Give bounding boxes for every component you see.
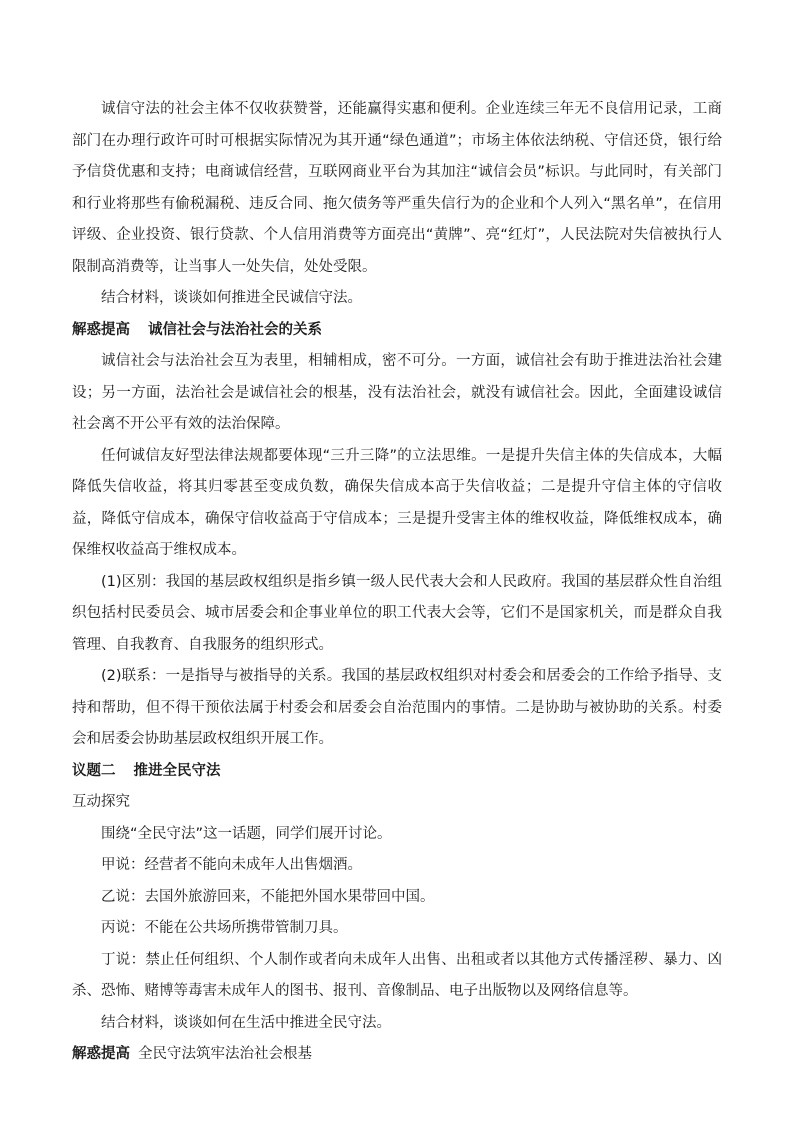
paragraph-statement-ding: 丁说：禁止任何组织、个人制作或者向未成年人出售、出租或者以其他方式传播淫秽、暴力、凶杀、恐怖、赌博等毒害未成年人的图书、报刊、音像制品、电子出版物以及网络信息等。 bbox=[72, 951, 722, 999]
heading-title: 推进全民守法 bbox=[133, 762, 221, 779]
paragraph-statement-jia: 甲说：经营者不能向未成年人出售烟酒。 bbox=[101, 857, 362, 873]
subheading-interactive: 互动探究 bbox=[72, 794, 130, 810]
paragraph-material-credit: 诚信守法的社会主体不仅收获赞誉，还能赢得实惠和便利。企业连续三年无不良信用记录，工商部门在办理行政许可时可根据实际情况为其开通“绿色通道”；市场主体依法纳税、守信还贷，银行给予信贷优惠和支持；电商诚信经营，互联网商业平台为其加注“诚信会员”标识。与此同时，有关部门和行业将那些有偷税漏税、违反合同、拖欠债务等严重失信行为的企业和个人列入“黑名单”，在信用评级、企业投资、银行贷款、个人信用消费等方面亮出“黄牌”、亮“红灯”，人民法院对失信被执行人限制高消费等，让当事人一处失信，处处受限。 bbox=[72, 101, 722, 275]
paragraph-statement-bing: 丙说：不能在公共场所携带管制刀具。 bbox=[101, 920, 348, 936]
section-heading-credit-society bbox=[72, 315, 722, 347]
section-heading-topic-two bbox=[72, 756, 722, 788]
question-credit-law: 结合材料，谈谈如何推进全民诚信守法。 bbox=[101, 290, 362, 306]
question-law-in-life: 结合材料，谈谈如何在生活中推进全民守法。 bbox=[101, 1014, 391, 1031]
paragraph-statement-yi: 乙说：去国外旅游回来，不能把外国水果带回中国。 bbox=[101, 888, 435, 905]
heading-label: 解惑提高 bbox=[72, 1046, 130, 1062]
paragraph-relationship: 诚信社会与法治社会互为表里，相辅相成，密不可分。一方面，诚信社会有助于推进法治社会建设；另一方面，法治社会是诚信社会的根基，没有法治社会，就没有诚信社会。因此，全面建设诚信社会离不开公平有效的法治保障。 bbox=[72, 353, 722, 432]
document-page bbox=[72, 94, 722, 1071]
paragraph-difference: (1)区别：我国的基层政权组织是指乡镇一级人民代表大会和人民政府。我国的基层群众性自治组织包括村民委员会、城市居委会和企事业单位的职工代表大会等，它们不是国家机关，而是群众自我管理、自我教育、自我服务的组织形式。 bbox=[72, 573, 722, 653]
paragraph-three-up-three-down: 任何诚信友好型法律法规都要体现“三升三降”的立法思维。一是提升失信主体的失信成本，大幅降低失信收益，将其归零甚至变成负数，确保失信成本高于失信收益；二是提升守信主体的守信收益，降低守信成本，确保守信收益高于守信成本；三是提升受害主体的维权收益，降低维权成本，确保维权收益高于维权成本。 bbox=[72, 447, 722, 558]
heading-title: 诚信社会与法治社会的关系 bbox=[148, 321, 322, 338]
heading-label: 解惑提高 bbox=[72, 321, 130, 338]
paragraph-discussion-intro: 围绕“全民守法”这一话题，同学们展开讨论。 bbox=[101, 825, 392, 842]
heading-title: 全民守法筑牢法治社会根基 bbox=[138, 1046, 312, 1062]
heading-label: 议题二 bbox=[72, 762, 116, 779]
section-heading-law-foundation bbox=[72, 1039, 722, 1071]
paragraph-connection: (2)联系：一是指导与被指导的关系。我国的基层政权组织对村委会和居委会的工作给予指导、支持和帮助，但不得干预依法属于村委会和居委会自治范围内的事情。二是协助与被协助的关系。村委会和居委会协助基层政权组织开展工作。 bbox=[72, 668, 722, 747]
